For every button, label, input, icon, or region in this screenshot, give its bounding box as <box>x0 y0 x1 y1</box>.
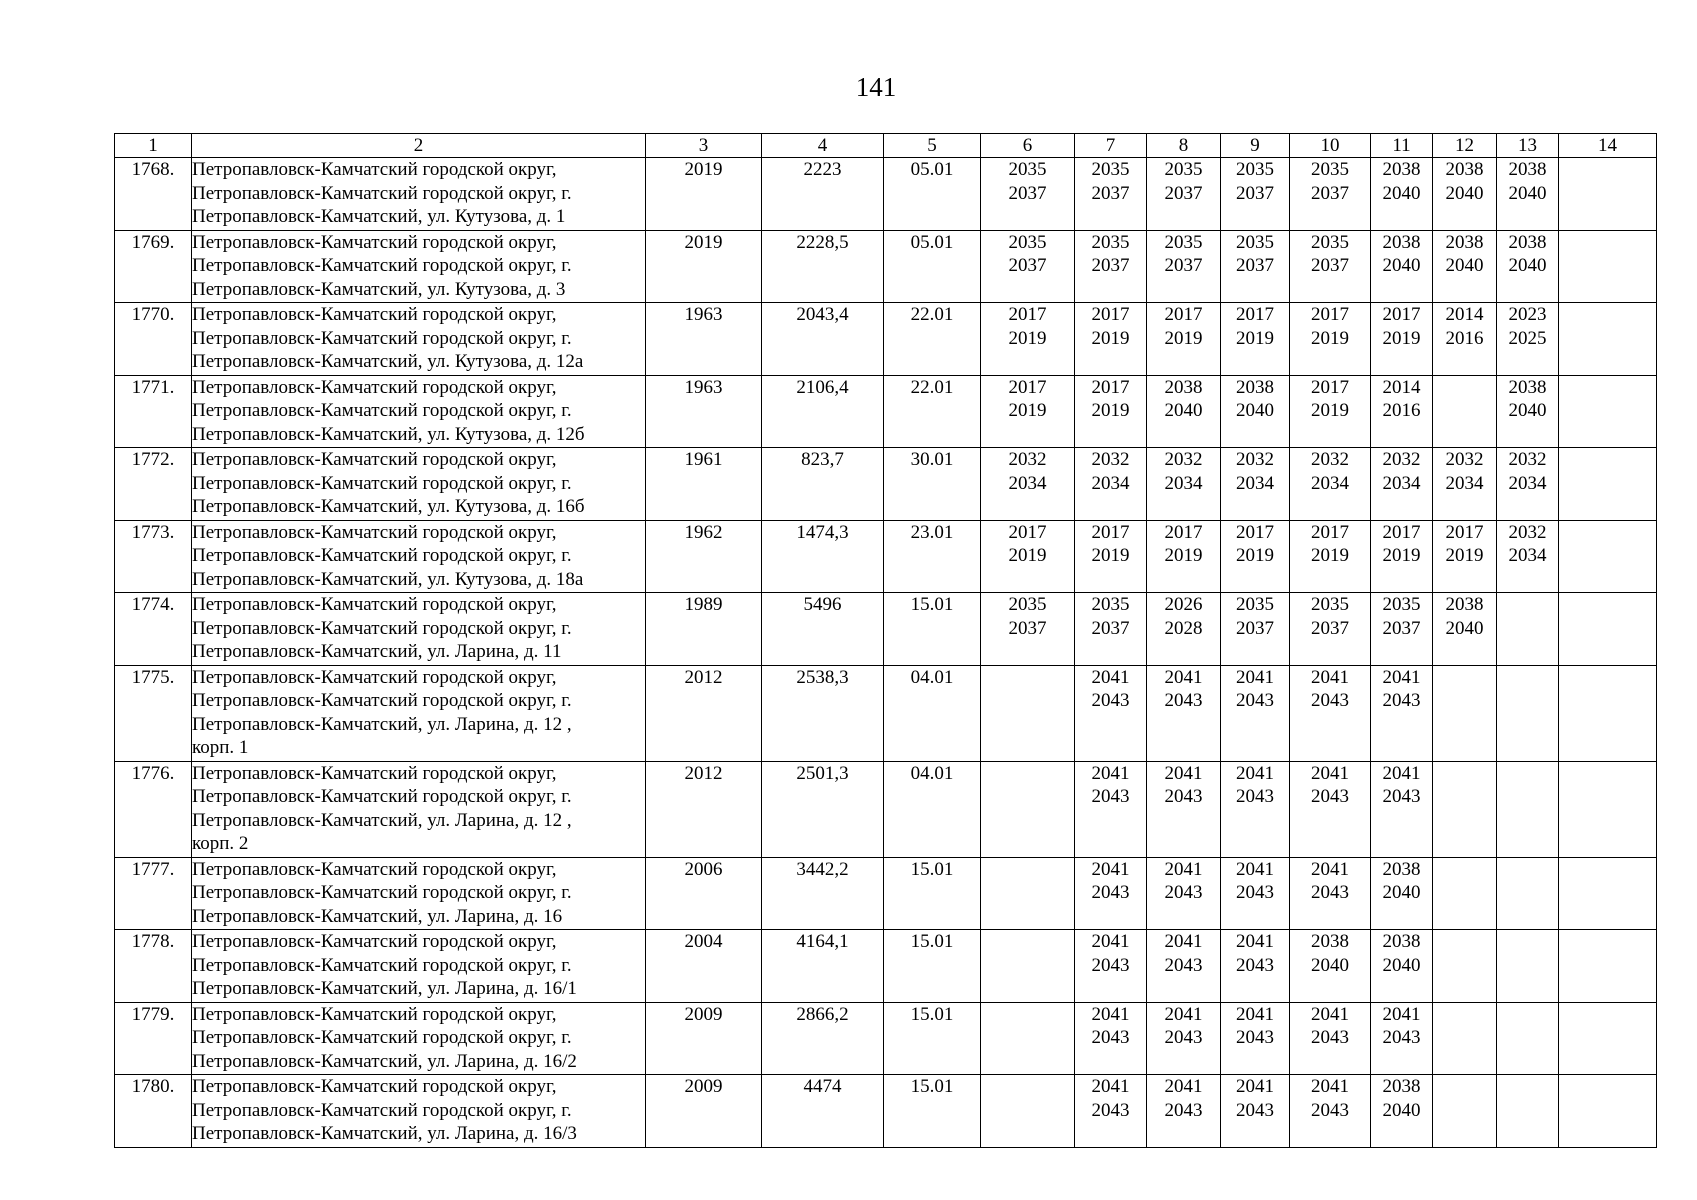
col11-cell: 2035 2037 <box>1371 593 1433 666</box>
col13-cell: 2038 2040 <box>1497 375 1559 448</box>
col14-cell <box>1559 930 1657 1003</box>
col6-cell: 2017 2019 <box>981 375 1075 448</box>
col8-cell: 2032 2034 <box>1147 448 1221 521</box>
col10-cell: 2041 2043 <box>1290 1075 1371 1148</box>
col8-cell: 2035 2037 <box>1147 158 1221 231</box>
col12-cell <box>1433 375 1497 448</box>
header-row <box>115 134 1657 158</box>
column-header: 14 <box>1559 134 1657 158</box>
area-cell: 2866,2 <box>762 1002 884 1075</box>
col7-cell: 2035 2037 <box>1075 593 1147 666</box>
address-cell: Петропавловск-Камчатский городской округ, Петропавловск-Камчатский городской округ, г. Петропавловск-Камчатский, ул. Кутузова, д. 12б <box>192 375 646 448</box>
address-cell: Петропавловск-Камчатский городской округ, Петропавловск-Камчатский городской округ, г. Петропавловск-Камчатский, ул. Ларина, д. 11 <box>192 593 646 666</box>
col8-cell: 2035 2037 <box>1147 230 1221 303</box>
col6-cell: 2017 2019 <box>981 303 1075 376</box>
code-cell: 05.01 <box>884 158 981 231</box>
col8-cell: 2041 2043 <box>1147 1002 1221 1075</box>
col11-cell: 2038 2040 <box>1371 158 1433 231</box>
column-header: 9 <box>1221 134 1290 158</box>
col9-cell: 2017 2019 <box>1221 520 1290 593</box>
col13-cell: 2038 2040 <box>1497 230 1559 303</box>
col13-cell <box>1497 593 1559 666</box>
row-number: 1774. <box>115 593 192 666</box>
table-row <box>115 857 1657 930</box>
col7-cell: 2017 2019 <box>1075 375 1147 448</box>
col11-cell: 2017 2019 <box>1371 520 1433 593</box>
col11-cell: 2038 2040 <box>1371 1075 1433 1148</box>
col6-cell <box>981 665 1075 761</box>
col13-cell: 2038 2040 <box>1497 158 1559 231</box>
col9-cell: 2041 2043 <box>1221 930 1290 1003</box>
code-cell: 22.01 <box>884 303 981 376</box>
col12-cell <box>1433 930 1497 1003</box>
col6-cell <box>981 761 1075 857</box>
col14-cell <box>1559 1002 1657 1075</box>
col11-cell: 2038 2040 <box>1371 930 1433 1003</box>
col7-cell: 2017 2019 <box>1075 520 1147 593</box>
col10-cell: 2017 2019 <box>1290 520 1371 593</box>
column-header: 4 <box>762 134 884 158</box>
code-cell: 15.01 <box>884 593 981 666</box>
row-number: 1769. <box>115 230 192 303</box>
col6-cell: 2035 2037 <box>981 593 1075 666</box>
area-cell: 2043,4 <box>762 303 884 376</box>
col9-cell: 2035 2037 <box>1221 158 1290 231</box>
code-cell: 15.01 <box>884 1075 981 1148</box>
col12-cell <box>1433 857 1497 930</box>
row-number: 1772. <box>115 448 192 521</box>
column-header: 11 <box>1371 134 1433 158</box>
col7-cell: 2041 2043 <box>1075 930 1147 1003</box>
col14-cell <box>1559 375 1657 448</box>
row-number: 1779. <box>115 1002 192 1075</box>
row-number: 1775. <box>115 665 192 761</box>
table-row <box>115 761 1657 857</box>
code-cell: 04.01 <box>884 665 981 761</box>
row-number: 1780. <box>115 1075 192 1148</box>
col11-cell: 2014 2016 <box>1371 375 1433 448</box>
row-number: 1777. <box>115 857 192 930</box>
column-header: 7 <box>1075 134 1147 158</box>
col8-cell: 2041 2043 <box>1147 930 1221 1003</box>
area-cell: 2228,5 <box>762 230 884 303</box>
year-cell: 2009 <box>646 1075 762 1148</box>
col12-cell: 2038 2040 <box>1433 158 1497 231</box>
col6-cell: 2017 2019 <box>981 520 1075 593</box>
year-cell: 2006 <box>646 857 762 930</box>
area-cell: 2538,3 <box>762 665 884 761</box>
col14-cell <box>1559 761 1657 857</box>
area-cell: 2501,3 <box>762 761 884 857</box>
col9-cell: 2041 2043 <box>1221 665 1290 761</box>
col13-cell <box>1497 665 1559 761</box>
row-number: 1773. <box>115 520 192 593</box>
row-number: 1771. <box>115 375 192 448</box>
col14-cell <box>1559 665 1657 761</box>
col6-cell <box>981 1075 1075 1148</box>
col14-cell <box>1559 303 1657 376</box>
col12-cell: 2038 2040 <box>1433 593 1497 666</box>
col13-cell <box>1497 1002 1559 1075</box>
code-cell: 23.01 <box>884 520 981 593</box>
col14-cell <box>1559 158 1657 231</box>
address-cell: Петропавловск-Камчатский городской округ, Петропавловск-Камчатский городской округ, г. Петропавловск-Камчатский, ул. Ларина, д. 16/2 <box>192 1002 646 1075</box>
area-cell: 823,7 <box>762 448 884 521</box>
year-cell: 1961 <box>646 448 762 521</box>
year-cell: 2012 <box>646 665 762 761</box>
col9-cell: 2035 2037 <box>1221 593 1290 666</box>
col10-cell: 2017 2019 <box>1290 303 1371 376</box>
col12-cell <box>1433 1075 1497 1148</box>
col6-cell: 2035 2037 <box>981 230 1075 303</box>
table-row <box>115 375 1657 448</box>
col10-cell: 2035 2037 <box>1290 158 1371 231</box>
col9-cell: 2041 2043 <box>1221 857 1290 930</box>
col11-cell: 2038 2040 <box>1371 230 1433 303</box>
col7-cell: 2032 2034 <box>1075 448 1147 521</box>
column-header: 3 <box>646 134 762 158</box>
col7-cell: 2035 2037 <box>1075 158 1147 231</box>
col9-cell: 2017 2019 <box>1221 303 1290 376</box>
table-row <box>115 665 1657 761</box>
year-cell: 1962 <box>646 520 762 593</box>
table-row <box>115 158 1657 231</box>
col6-cell <box>981 1002 1075 1075</box>
column-header: 13 <box>1497 134 1559 158</box>
col8-cell: 2041 2043 <box>1147 857 1221 930</box>
col8-cell: 2041 2043 <box>1147 761 1221 857</box>
area-cell: 4474 <box>762 1075 884 1148</box>
table-row <box>115 448 1657 521</box>
col10-cell: 2041 2043 <box>1290 1002 1371 1075</box>
col6-cell <box>981 930 1075 1003</box>
col13-cell <box>1497 1075 1559 1148</box>
table-row <box>115 1002 1657 1075</box>
col7-cell: 2041 2043 <box>1075 761 1147 857</box>
code-cell: 22.01 <box>884 375 981 448</box>
col10-cell: 2041 2043 <box>1290 665 1371 761</box>
code-cell: 05.01 <box>884 230 981 303</box>
area-cell: 4164,1 <box>762 930 884 1003</box>
address-cell: Петропавловск-Камчатский городской округ, Петропавловск-Камчатский городской округ, г. Петропавловск-Камчатский, ул. Кутузова, д. 3 <box>192 230 646 303</box>
table-row <box>115 230 1657 303</box>
code-cell: 04.01 <box>884 761 981 857</box>
col7-cell: 2041 2043 <box>1075 1075 1147 1148</box>
column-header: 1 <box>115 134 192 158</box>
col7-cell: 2041 2043 <box>1075 665 1147 761</box>
column-header: 5 <box>884 134 981 158</box>
year-cell: 2012 <box>646 761 762 857</box>
col10-cell: 2017 2019 <box>1290 375 1371 448</box>
col12-cell: 2032 2034 <box>1433 448 1497 521</box>
row-number: 1778. <box>115 930 192 1003</box>
col11-cell: 2041 2043 <box>1371 665 1433 761</box>
col13-cell <box>1497 857 1559 930</box>
year-cell: 2009 <box>646 1002 762 1075</box>
col9-cell: 2038 2040 <box>1221 375 1290 448</box>
address-cell: Петропавловск-Камчатский городской округ, Петропавловск-Камчатский городской округ, г. Петропавловск-Камчатский, ул. Ларина, д. 16 <box>192 857 646 930</box>
col6-cell <box>981 857 1075 930</box>
table-row <box>115 303 1657 376</box>
col8-cell: 2038 2040 <box>1147 375 1221 448</box>
col8-cell: 2017 2019 <box>1147 520 1221 593</box>
col9-cell: 2041 2043 <box>1221 1075 1290 1148</box>
row-number: 1770. <box>115 303 192 376</box>
col14-cell <box>1559 230 1657 303</box>
table-row <box>115 593 1657 666</box>
col10-cell: 2038 2040 <box>1290 930 1371 1003</box>
address-cell: Петропавловск-Камчатский городской округ, Петропавловск-Камчатский городской округ, г. Петропавловск-Камчатский, ул. Кутузова, д. 1 <box>192 158 646 231</box>
col12-cell: 2038 2040 <box>1433 230 1497 303</box>
table-body <box>115 158 1657 1148</box>
year-cell: 2019 <box>646 158 762 231</box>
col13-cell: 2032 2034 <box>1497 520 1559 593</box>
col7-cell: 2035 2037 <box>1075 230 1147 303</box>
col11-cell: 2041 2043 <box>1371 1002 1433 1075</box>
col12-cell <box>1433 761 1497 857</box>
col14-cell <box>1559 520 1657 593</box>
col11-cell: 2041 2043 <box>1371 761 1433 857</box>
col7-cell: 2041 2043 <box>1075 1002 1147 1075</box>
col10-cell: 2035 2037 <box>1290 593 1371 666</box>
address-cell: Петропавловск-Камчатский городской округ, Петропавловск-Камчатский городской округ, г. Петропавловск-Камчатский, ул. Кутузова, д. 12а <box>192 303 646 376</box>
col7-cell: 2041 2043 <box>1075 857 1147 930</box>
year-cell: 2004 <box>646 930 762 1003</box>
col13-cell: 2023 2025 <box>1497 303 1559 376</box>
col9-cell: 2041 2043 <box>1221 761 1290 857</box>
address-cell: Петропавловск-Камчатский городской округ, Петропавловск-Камчатский городской округ, г. Петропавловск-Камчатский, ул. Ларина, д. 16/3 <box>192 1075 646 1148</box>
col10-cell: 2032 2034 <box>1290 448 1371 521</box>
page-number: 141 <box>855 72 897 102</box>
table-row <box>115 520 1657 593</box>
col14-cell <box>1559 593 1657 666</box>
register-table <box>114 133 1657 1148</box>
code-cell: 15.01 <box>884 857 981 930</box>
col12-cell: 2017 2019 <box>1433 520 1497 593</box>
table-row <box>115 1075 1657 1148</box>
row-number: 1776. <box>115 761 192 857</box>
address-cell: Петропавловск-Камчатский городской округ, Петропавловск-Камчатский городской округ, г. Петропавловск-Камчатский, ул. Кутузова, д. 16б <box>192 448 646 521</box>
col10-cell: 2041 2043 <box>1290 761 1371 857</box>
year-cell: 2019 <box>646 230 762 303</box>
col6-cell: 2032 2034 <box>981 448 1075 521</box>
col12-cell: 2014 2016 <box>1433 303 1497 376</box>
year-cell: 1963 <box>646 303 762 376</box>
col6-cell: 2035 2037 <box>981 158 1075 231</box>
table-row <box>115 930 1657 1003</box>
col9-cell: 2032 2034 <box>1221 448 1290 521</box>
area-cell: 3442,2 <box>762 857 884 930</box>
address-cell: Петропавловск-Камчатский городской округ, Петропавловск-Камчатский городской округ, г. Петропавловск-Камчатский, ул. Ларина, д. 12 , корп. 1 <box>192 665 646 761</box>
col11-cell: 2038 2040 <box>1371 857 1433 930</box>
col12-cell <box>1433 1002 1497 1075</box>
col8-cell: 2041 2043 <box>1147 1075 1221 1148</box>
code-cell: 30.01 <box>884 448 981 521</box>
col9-cell: 2041 2043 <box>1221 1002 1290 1075</box>
column-header: 12 <box>1433 134 1497 158</box>
column-header: 2 <box>192 134 646 158</box>
col12-cell <box>1433 665 1497 761</box>
col13-cell <box>1497 930 1559 1003</box>
col11-cell: 2032 2034 <box>1371 448 1433 521</box>
col14-cell <box>1559 1075 1657 1148</box>
address-cell: Петропавловск-Камчатский городской округ, Петропавловск-Камчатский городской округ, г. Петропавловск-Камчатский, ул. Ларина, д. 16/1 <box>192 930 646 1003</box>
col7-cell: 2017 2019 <box>1075 303 1147 376</box>
address-cell: Петропавловск-Камчатский городской округ, Петропавловск-Камчатский городской округ, г. Петропавловск-Камчатский, ул. Кутузова, д. 18а <box>192 520 646 593</box>
col13-cell: 2032 2034 <box>1497 448 1559 521</box>
col13-cell <box>1497 761 1559 857</box>
col8-cell: 2017 2019 <box>1147 303 1221 376</box>
col14-cell <box>1559 448 1657 521</box>
area-cell: 2106,4 <box>762 375 884 448</box>
area-cell: 2223 <box>762 158 884 231</box>
row-number: 1768. <box>115 158 192 231</box>
column-header: 6 <box>981 134 1075 158</box>
year-cell: 1989 <box>646 593 762 666</box>
area-cell: 5496 <box>762 593 884 666</box>
column-header: 8 <box>1147 134 1221 158</box>
year-cell: 1963 <box>646 375 762 448</box>
col11-cell: 2017 2019 <box>1371 303 1433 376</box>
code-cell: 15.01 <box>884 1002 981 1075</box>
col14-cell <box>1559 857 1657 930</box>
col10-cell: 2035 2037 <box>1290 230 1371 303</box>
area-cell: 1474,3 <box>762 520 884 593</box>
col9-cell: 2035 2037 <box>1221 230 1290 303</box>
address-cell: Петропавловск-Камчатский городской округ, Петропавловск-Камчатский городской округ, г. Петропавловск-Камчатский, ул. Ларина, д. 12 , корп. 2 <box>192 761 646 857</box>
col8-cell: 2041 2043 <box>1147 665 1221 761</box>
col10-cell: 2041 2043 <box>1290 857 1371 930</box>
code-cell: 15.01 <box>884 930 981 1003</box>
column-header: 10 <box>1290 134 1371 158</box>
col8-cell: 2026 2028 <box>1147 593 1221 666</box>
